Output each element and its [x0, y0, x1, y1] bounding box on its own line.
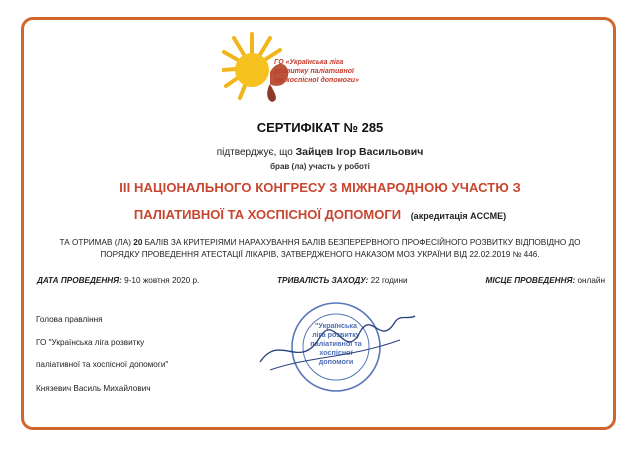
event-title-line-2-text: ПАЛІАТИВНОЇ ТА ХОСПІСНОЇ ДОПОМОГИ: [133, 207, 402, 222]
certificate-title: СЕРТИФІКАТ № 285: [256, 120, 384, 135]
signatory-organization-cont: паліативної та хоспісної допомоги": [36, 360, 169, 369]
place-value: онлайн: [577, 276, 605, 285]
official-stamp: [250, 292, 420, 402]
signatory-position: Голова правління: [36, 315, 103, 324]
recipient-name: Зайцев Ігор Васильович: [295, 146, 424, 158]
date-label: ДАТА ПРОВЕДЕННЯ:: [37, 276, 122, 285]
received-prefix: ТА ОТРИМАВ (ЛА): [59, 238, 131, 247]
stamp-text: ліга розвитку: [312, 330, 360, 339]
logo-text: [274, 58, 414, 85]
confirm-prefix: підтверджує, що: [216, 147, 293, 158]
stamp-text: "Українська: [315, 321, 357, 330]
confirm-line: [0, 146, 640, 158]
event-title-line-1: ІІІ НАЦІОНАЛЬНОГО КОНГРЕСУ З МІЖНАРОДНОЮ УЧАСТЮ З: [119, 180, 521, 195]
points-statement: [30, 237, 610, 261]
league-logo: [222, 28, 412, 108]
points-value: 20: [133, 238, 143, 247]
place-detail: [486, 276, 606, 285]
duration-label: ТРИВАЛІСТЬ ЗАХОДУ:: [277, 276, 369, 285]
duration-value: 22 години: [370, 276, 408, 285]
stamp-text: хоспісної: [319, 348, 353, 357]
event-title-line-2: [0, 207, 640, 222]
logo-line: ГО «Українська ліга: [274, 59, 344, 66]
took-part-line: брав (ла) участь у роботі: [270, 162, 370, 171]
date-value: 9-10 жовтня 2020 р.: [124, 276, 200, 285]
stamp-text: допомоги: [318, 357, 354, 366]
accreditation-note: (акредитація ACCME): [410, 211, 507, 221]
points-statement-line-2: ПОРЯДКУ ПРОВЕДЕННЯ АТЕСТАЦІЇ ЛІКАРІВ, ЗАТВЕРДЖЕНОГО НАКАЗОМ МОЗ УКРАЇНИ ВІД 22.02.2019 № 446.: [100, 250, 540, 259]
logo-line: та хоспісної допомоги»: [274, 77, 359, 84]
received-rest: БАЛІВ ЗА КРИТЕРІЯМИ НАРАХУВАННЯ БАЛІВ БЕЗПЕРЕРВНОГО ПРОФЕСІЙНОГО РОЗВИТКУ ВІДПОВІДНО ДО: [144, 238, 581, 247]
stamp-text: паліативної та: [310, 339, 362, 348]
place-label: МІСЦЕ ПРОВЕДЕННЯ:: [485, 276, 576, 285]
signatory-name: Князевич Василь Михайлович: [36, 384, 151, 393]
logo-line: розвитку паліативної: [274, 68, 354, 75]
signatory-organization: ГО "Українська ліга розвитку: [36, 338, 145, 347]
points-statement-line-1: [30, 237, 610, 249]
date-detail: [37, 276, 199, 285]
duration-detail: [277, 276, 408, 285]
